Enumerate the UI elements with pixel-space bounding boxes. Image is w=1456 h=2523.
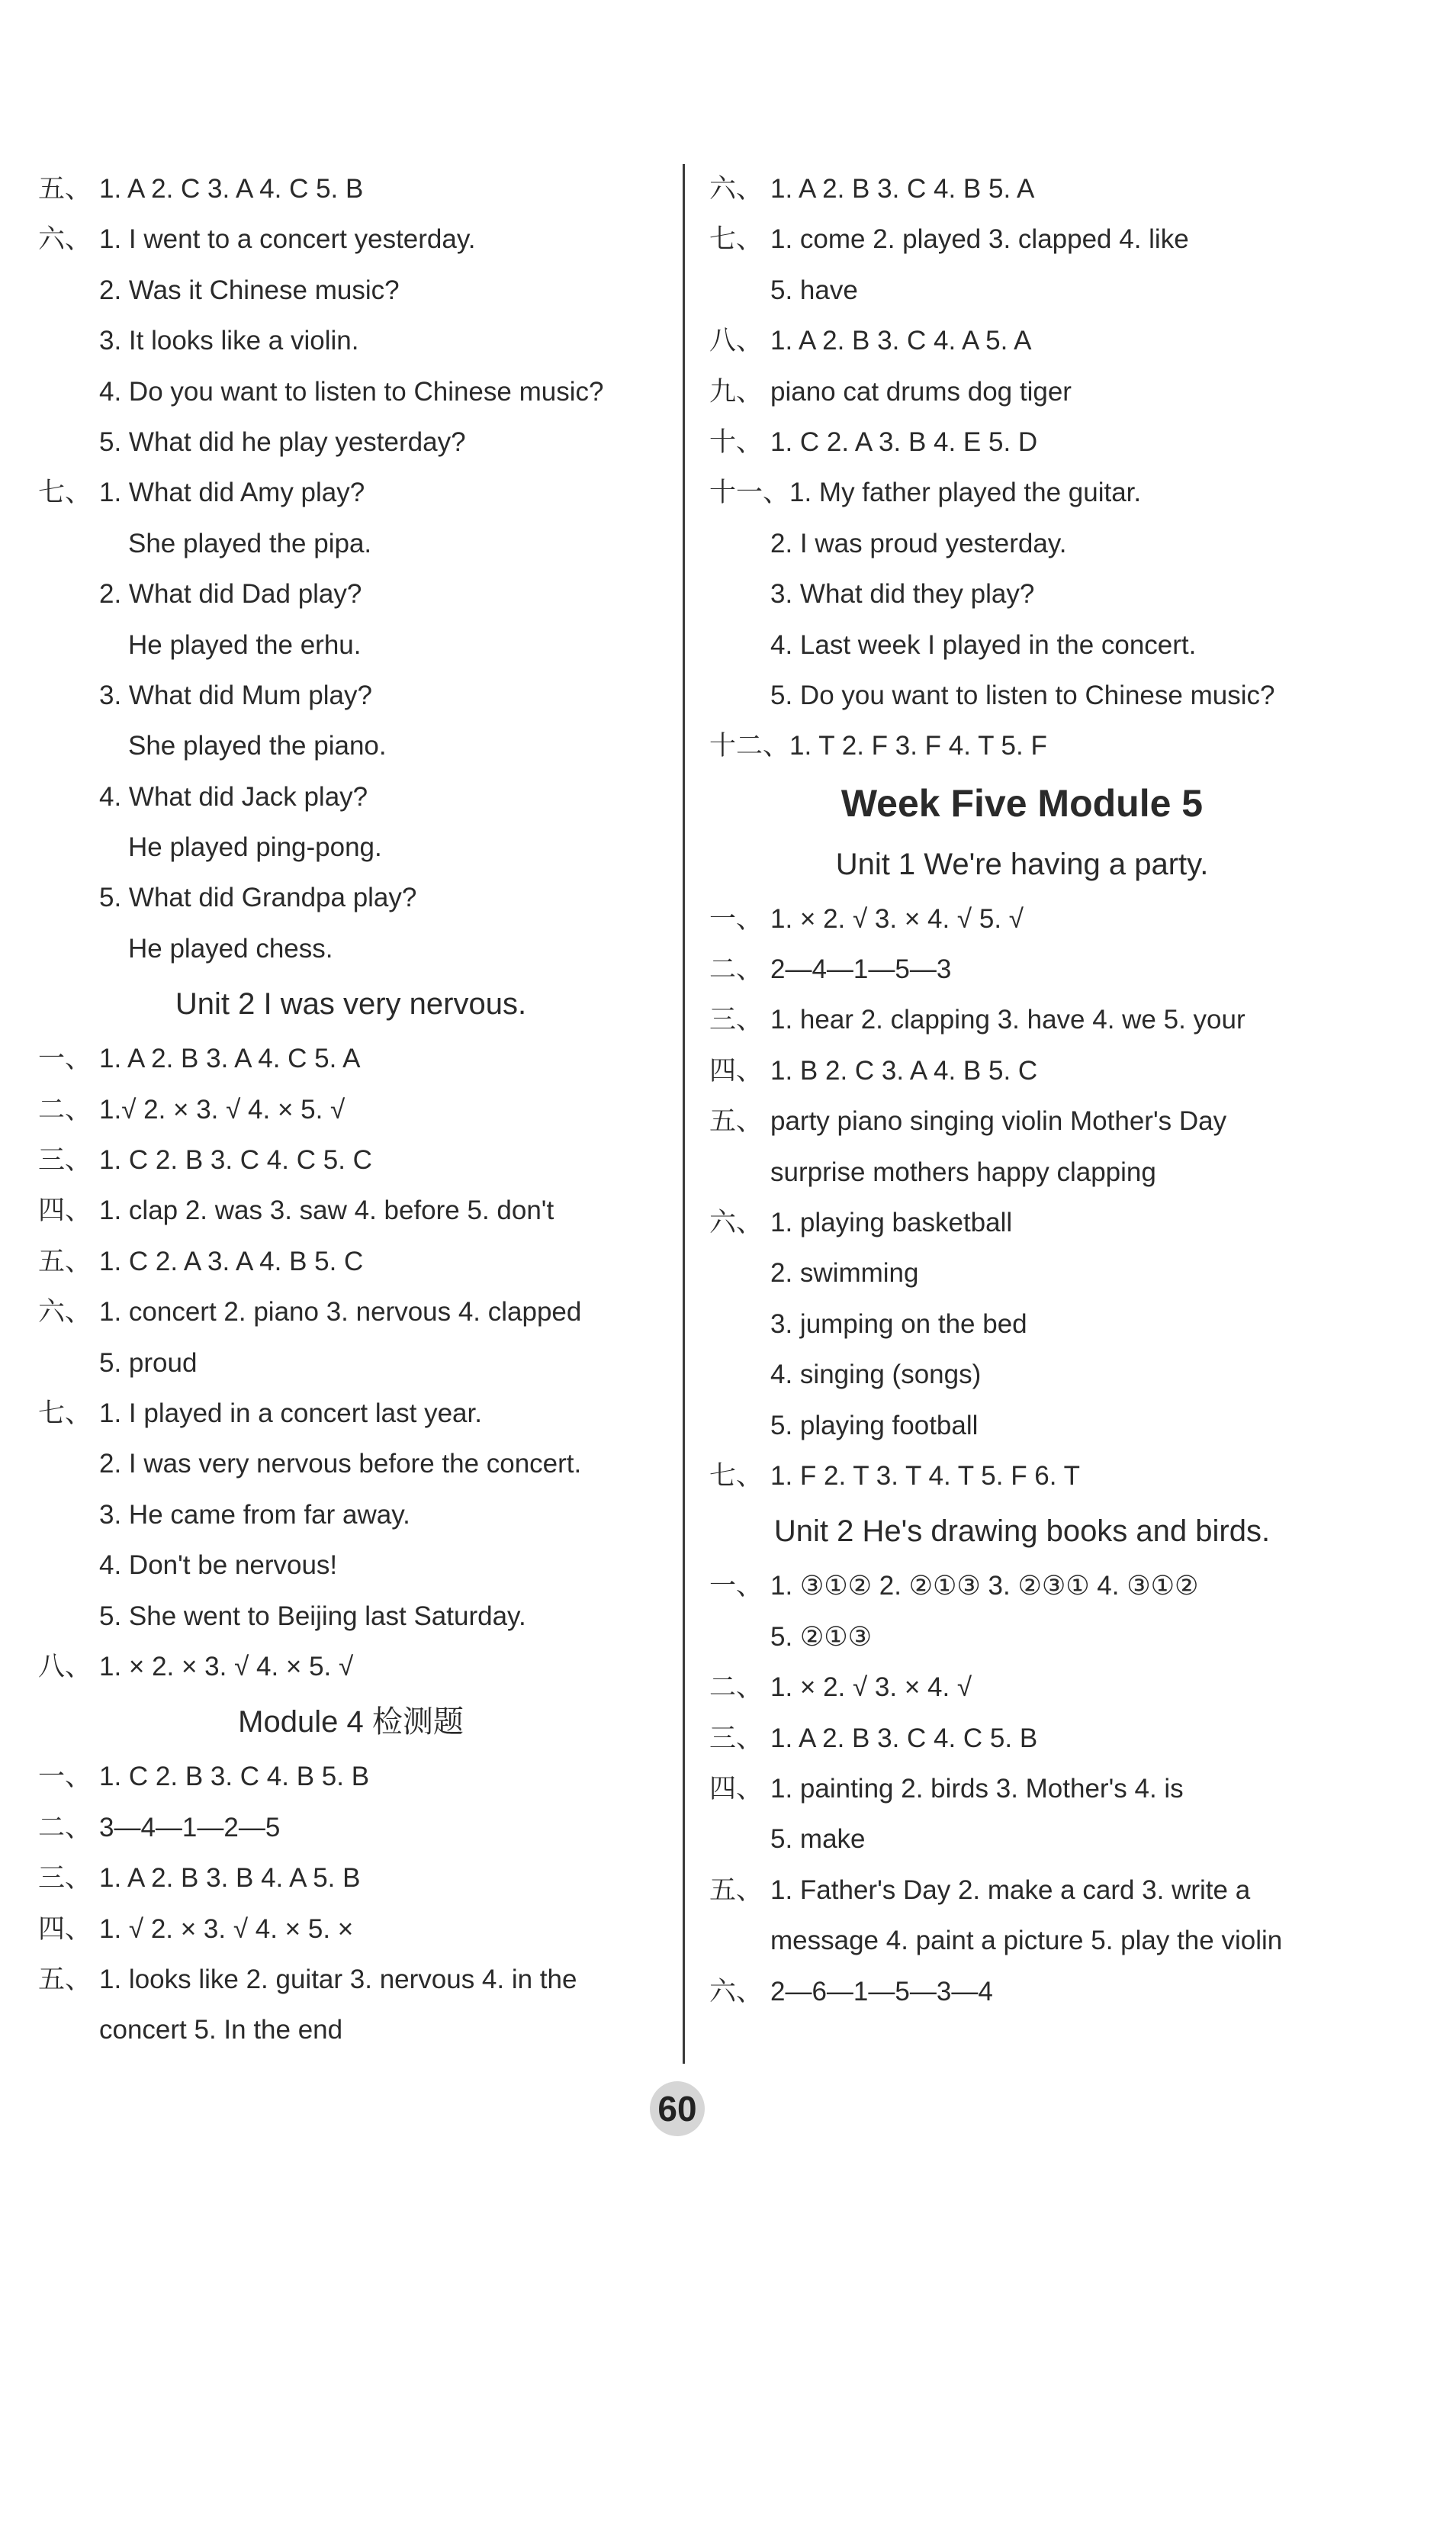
answer-text: 2—6—1—5—3—4 <box>770 1976 993 2006</box>
answer-line <box>38 772 664 822</box>
answer-text: 1. looks like 2. guitar 3. nervous 4. in the <box>99 1964 577 1994</box>
answer-text: 3. He came from far away. <box>99 1499 410 1530</box>
question-number: 五、 <box>38 1246 92 1276</box>
answer-text: 5. What did Grandpa play? <box>99 883 417 913</box>
question-number: 一、 <box>38 1762 92 1792</box>
answer-line <box>709 995 1335 1045</box>
answer-text: 1. F 2. T 3. T 4. T 5. F 6. T <box>770 1460 1080 1491</box>
answer-line <box>38 924 664 974</box>
answer-line <box>38 1752 664 1802</box>
answer-text: 4. singing (songs) <box>770 1360 982 1390</box>
answer-text: 1. My father played the guitar. <box>789 478 1142 508</box>
answer-line <box>38 721 664 771</box>
question-number: 六、 <box>38 224 92 255</box>
answer-line <box>38 1955 664 2005</box>
question-number: 三、 <box>38 1863 92 1894</box>
question-number: 二、 <box>709 1672 763 1703</box>
question-number: 四、 <box>709 1055 763 1086</box>
answer-text: 3. What did they play? <box>770 579 1035 610</box>
answer-line <box>709 671 1335 721</box>
answer-text: 2. swimming <box>770 1258 919 1289</box>
answer-text: 2—4—1—5—3 <box>770 954 952 985</box>
answer-text: 2. I was very nervous before the concert. <box>99 1449 582 1479</box>
answer-line <box>38 468 664 518</box>
question-number: 二、 <box>38 1812 92 1842</box>
answer-text: 3. It looks like a violin. <box>99 326 359 356</box>
answer-line <box>709 1299 1335 1350</box>
question-number: 四、 <box>38 1913 92 1944</box>
answer-text: 1. A 2. B 3. B 4. A 5. B <box>99 1863 361 1894</box>
question-number: 四、 <box>709 1773 763 1804</box>
question-number: 八、 <box>38 1651 92 1681</box>
answer-text: 1. C 2. B 3. C 4. C 5. C <box>99 1145 372 1176</box>
question-number: 六、 <box>709 1208 763 1238</box>
answer-line <box>709 316 1335 366</box>
answer-line <box>709 1764 1335 1814</box>
answer-text: 1. C 2. A 3. A 4. B 5. C <box>99 1246 364 1276</box>
question-number: 六、 <box>38 1297 92 1327</box>
answer-line <box>709 1096 1335 1147</box>
answer-text: 1. Father's Day 2. make a card 3. write a <box>770 1875 1251 1905</box>
answer-line <box>38 265 664 316</box>
answer-line <box>38 1490 664 1540</box>
answer-line <box>709 1814 1335 1865</box>
answer-text: 4. Do you want to listen to Chinese music? <box>99 376 604 407</box>
answer-text: 1. concert 2. piano 3. nervous 4. clapped <box>99 1297 582 1327</box>
answer-line <box>38 873 664 923</box>
answer-line <box>38 316 664 366</box>
answer-text: 1. C 2. B 3. C 4. B 5. B <box>99 1762 370 1792</box>
answer-text: 5. playing football <box>770 1410 979 1440</box>
answer-text: She played the pipa. <box>128 528 372 558</box>
answer-line <box>38 1186 664 1236</box>
answer-text: piano cat drums dog tiger <box>770 376 1072 407</box>
question-number: 六、 <box>709 1976 763 2006</box>
answer-text: 3—4—1—2—5 <box>99 1812 281 1842</box>
answer-text: 1. A 2. B 3. C 4. A 5. A <box>770 326 1032 356</box>
answer-text: 1.√ 2. × 3. √ 4. × 5. √ <box>99 1094 346 1125</box>
question-number: 十二、 <box>709 731 790 761</box>
question-number: 五、 <box>709 1106 763 1137</box>
answer-line <box>38 519 664 569</box>
answer-line <box>38 2005 664 2055</box>
question-number: 三、 <box>38 1145 92 1176</box>
answer-line <box>709 519 1335 569</box>
answer-line <box>709 1612 1335 1662</box>
answer-text: 1. A 2. B 3. C 4. B 5. A <box>770 174 1035 204</box>
question-number: 三、 <box>709 1723 763 1753</box>
left-column <box>38 164 664 2056</box>
section-heading: Unit 2 I was very nervous. <box>175 987 527 1022</box>
answer-line <box>709 1147 1335 1198</box>
question-number: 六、 <box>709 174 763 204</box>
answer-line <box>38 620 664 671</box>
answer-line <box>709 367 1335 417</box>
answer-text: 5. proud <box>99 1347 198 1378</box>
answer-text: 3. jumping on the bed <box>770 1308 1027 1339</box>
answer-line <box>709 721 1335 771</box>
answer-line <box>38 1904 664 1955</box>
answer-text: 1. What did Amy play? <box>99 478 365 508</box>
answer-line <box>709 1198 1335 1248</box>
answer-line <box>709 1967 1335 2017</box>
answer-text: 3. What did Mum play? <box>99 680 372 710</box>
answer-text: 5. make <box>770 1824 866 1855</box>
answer-line <box>38 164 664 214</box>
answer-text: He played the erhu. <box>128 629 362 660</box>
answer-text: 1. √ 2. × 3. √ 4. × 5. × <box>99 1913 354 1944</box>
answer-line <box>38 1853 664 1904</box>
question-number: 五、 <box>38 1964 92 1994</box>
answer-line <box>38 1085 664 1135</box>
answer-text: message 4. paint a picture 5. play the violin <box>770 1926 1283 1956</box>
answer-text: She played the piano. <box>128 731 387 761</box>
answer-text: 1. A 2. B 3. A 4. C 5. A <box>99 1044 361 1074</box>
answer-line <box>38 214 664 265</box>
answer-line <box>38 1540 664 1591</box>
answer-line <box>709 265 1335 316</box>
question-number: 七、 <box>38 1398 92 1428</box>
answer-line <box>709 1248 1335 1299</box>
answer-line <box>709 945 1335 995</box>
right-column <box>709 164 1335 2017</box>
answer-text: 5. She went to Beijing last Saturday. <box>99 1601 526 1631</box>
answer-line <box>709 1350 1335 1400</box>
answer-text: 1. clap 2. was 3. saw 4. before 5. don't <box>99 1196 554 1226</box>
question-number: 八、 <box>709 326 763 356</box>
answer-text: 5. ②①③ <box>770 1621 873 1652</box>
answer-text: surprise mothers happy clapping <box>770 1157 1156 1187</box>
answer-text: 1. ③①② 2. ②①③ 3. ②③① 4. ③①② <box>770 1571 1199 1601</box>
answer-line <box>38 569 664 619</box>
answer-line <box>709 894 1335 945</box>
answer-line <box>38 1287 664 1337</box>
week-heading: Week Five Module 5 <box>840 781 1204 825</box>
answer-line <box>709 468 1335 518</box>
section-heading: Module 4 检测题 <box>238 1705 464 1739</box>
answer-line <box>709 1451 1335 1501</box>
answer-text: 5. What did he play yesterday? <box>99 426 466 457</box>
question-number: 一、 <box>709 1571 763 1601</box>
answer-line <box>38 1135 664 1186</box>
answer-text: 1. I played in a concert last year. <box>99 1398 482 1428</box>
answer-text: 1. × 2. √ 3. × 4. √ <box>770 1672 972 1703</box>
question-number: 一、 <box>38 1044 92 1074</box>
answer-line <box>38 1034 664 1084</box>
answer-line <box>709 1662 1335 1713</box>
answer-text: 1. A 2. C 3. A 4. C 5. B <box>99 174 364 204</box>
answer-line <box>709 214 1335 265</box>
question-number: 二、 <box>38 1094 92 1125</box>
question-number: 一、 <box>709 903 763 934</box>
answer-line <box>38 1591 664 1642</box>
answer-line <box>38 1803 664 1853</box>
answer-line <box>38 417 664 468</box>
answer-text: 1. C 2. A 3. B 4. E 5. D <box>770 426 1038 457</box>
section-heading: Unit 2 He's drawing books and birds. <box>773 1514 1271 1549</box>
question-number: 七、 <box>38 478 92 508</box>
question-number: 七、 <box>709 1460 763 1491</box>
answer-text: 4. What did Jack play? <box>99 781 368 812</box>
answer-text: 2. Was it Chinese music? <box>99 275 400 305</box>
answer-text: 5. Do you want to listen to Chinese music? <box>770 680 1275 710</box>
question-number: 三、 <box>709 1005 763 1035</box>
answer-text: 1. T 2. F 3. F 4. T 5. F <box>789 731 1047 761</box>
answer-text: He played chess. <box>128 933 333 964</box>
page-number: 60 <box>650 2081 705 2136</box>
answer-line <box>38 822 664 873</box>
answer-line <box>709 1561 1335 1611</box>
answer-line <box>709 417 1335 468</box>
answer-line <box>709 164 1335 214</box>
answer-text: 1. come 2. played 3. clapped 4. like <box>770 224 1189 255</box>
question-number: 七、 <box>709 224 763 255</box>
answer-text: 1. hear 2. clapping 3. have 4. we 5. your <box>770 1005 1245 1035</box>
answer-text: party piano singing violin Mother's Day <box>770 1106 1227 1137</box>
answer-text: 5. have <box>770 275 858 305</box>
answer-line <box>709 1916 1335 1966</box>
answer-text: 1. painting 2. birds 3. Mother's 4. is <box>770 1773 1184 1804</box>
answer-line <box>38 671 664 721</box>
answer-line <box>709 1714 1335 1764</box>
answer-text: 1. × 2. × 3. √ 4. × 5. √ <box>99 1651 354 1681</box>
answer-text: He played ping-pong. <box>128 832 382 863</box>
answer-line <box>709 620 1335 671</box>
answer-text: 1. A 2. B 3. C 4. C 5. B <box>770 1723 1038 1753</box>
answer-text: 2. I was proud yesterday. <box>770 528 1067 558</box>
answer-text: 1. I went to a concert yesterday. <box>99 224 476 255</box>
question-number: 五、 <box>709 1875 763 1905</box>
question-number: 二、 <box>709 954 763 985</box>
section-heading: Unit 1 We're having a party. <box>835 847 1209 881</box>
answer-line <box>38 1338 664 1389</box>
question-number: 五、 <box>38 174 92 204</box>
answer-line <box>38 1389 664 1439</box>
answer-line <box>38 1642 664 1692</box>
answer-text: 1. B 2. C 3. A 4. B 5. C <box>770 1055 1038 1086</box>
answer-text: 1. playing basketball <box>770 1208 1013 1238</box>
answer-text: 2. What did Dad play? <box>99 579 362 610</box>
answer-line <box>709 569 1335 619</box>
answer-line <box>709 1865 1335 1916</box>
question-number: 十、 <box>709 426 763 457</box>
answer-line <box>38 1237 664 1287</box>
answer-text: 1. × 2. √ 3. × 4. √ 5. √ <box>770 903 1024 934</box>
answer-text: 4. Don't be nervous! <box>99 1550 338 1581</box>
answer-line <box>709 1401 1335 1451</box>
answer-text: concert 5. In the end <box>99 2015 343 2045</box>
answer-line <box>38 1439 664 1489</box>
answer-line <box>38 367 664 417</box>
question-number: 九、 <box>709 376 763 407</box>
question-number: 十一、 <box>709 478 790 508</box>
answer-line <box>709 1046 1335 1096</box>
question-number: 四、 <box>38 1196 92 1226</box>
answer-text: 4. Last week I played in the concert. <box>770 629 1197 660</box>
column-divider <box>683 164 685 2064</box>
